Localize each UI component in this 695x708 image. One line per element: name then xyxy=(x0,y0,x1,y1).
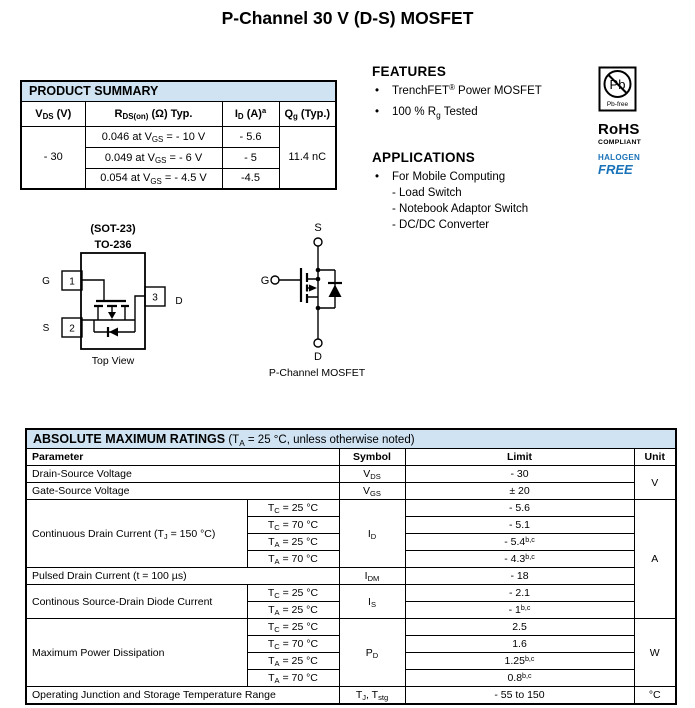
id-value: - 5 xyxy=(222,147,279,168)
symbol-cell: $T_J$, $T_{stg}$ xyxy=(339,687,405,704)
limit-cell: 0.8$^{b,c}$ xyxy=(405,670,634,687)
rds-value: 0.046 at $V_{GS}$ = - 10 V xyxy=(85,126,222,147)
svg-text:Pb: Pb xyxy=(609,77,626,92)
parameter-cell: Pulsed Drain Current (t = 100 µs) xyxy=(26,568,339,585)
limit-cell: - 1$^{b,c}$ xyxy=(405,602,634,619)
id-value: - 5.6 xyxy=(222,126,279,147)
limit-cell: - 2.1 xyxy=(405,585,634,602)
package-type-label: (SOT-23) xyxy=(90,223,136,235)
application-text: For Mobile Computing xyxy=(392,171,506,183)
col-header-vds: $V_{DS}$ (V) xyxy=(21,101,85,126)
limit-cell: - 30 xyxy=(405,466,634,483)
bullet-icon: • xyxy=(375,106,380,118)
rohs-label: RoHS xyxy=(598,121,640,138)
limit-cell: 2.5 xyxy=(405,619,634,636)
applications-title: APPLICATIONS xyxy=(372,150,476,165)
unit-cell: W xyxy=(634,619,676,687)
table-row xyxy=(26,687,676,704)
page-title: P-Channel 30 V (D-S) MOSFET xyxy=(221,8,474,28)
symbol-cell: $P_D$ xyxy=(339,619,405,687)
application-sub-item: - DC/DC Converter xyxy=(392,219,490,231)
source-label: S xyxy=(42,323,50,334)
list-item xyxy=(372,83,602,100)
source-label: S xyxy=(314,222,322,234)
top-view-caption: Top View xyxy=(91,355,135,367)
pin-3-label: 3 xyxy=(152,292,158,304)
mosfet-schematic xyxy=(253,218,388,386)
symbol-cell: $V_{DS}$ xyxy=(339,466,405,483)
drain-label: D xyxy=(175,296,183,307)
limit-cell: ± 20 xyxy=(405,483,634,500)
condition-cell: $T_C = 25$ °C xyxy=(247,585,339,602)
limit-cell: 1.25$^{b,c}$ xyxy=(405,653,634,670)
limit-cell: - 5.4$^{b,c}$ xyxy=(405,534,634,551)
table-row xyxy=(26,619,676,636)
col-header-parameter: Parameter xyxy=(26,449,339,466)
symbol-cell: $V_{GS}$ xyxy=(339,483,405,500)
condition-cell: $T_C = 70$ °C xyxy=(247,636,339,653)
drain-label: D xyxy=(314,351,322,363)
package-name-label: TO-236 xyxy=(94,239,132,251)
condition-cell: $T_C = 25$ °C xyxy=(247,500,339,517)
table-row xyxy=(26,483,676,500)
vds-value: - 30 xyxy=(21,126,85,189)
unit-cell: °C xyxy=(634,687,676,704)
unit-cell: V xyxy=(634,466,676,500)
condition-cell: $T_C = 25$ °C xyxy=(247,619,339,636)
features-section xyxy=(372,64,602,121)
rds-value: 0.054 at $V_{GS}$ = - 4.5 V xyxy=(85,168,222,189)
limit-cell: - 55 to 150 xyxy=(405,687,634,704)
col-header-qg: $Q_g$ (Typ.) xyxy=(279,101,336,126)
compliance-block xyxy=(598,66,648,177)
feature-text: 100 % $R_g$ Tested xyxy=(392,106,478,120)
table-row xyxy=(26,500,676,517)
table-row xyxy=(26,585,676,602)
gate-label: G xyxy=(260,275,270,287)
parameter-cell: Continous Source-Drain Diode Current xyxy=(26,585,247,619)
applications-section xyxy=(372,150,602,233)
product-summary-table xyxy=(20,80,337,190)
parameter-cell: Maximum Power Dissipation xyxy=(26,619,247,687)
halogen-label: HALOGEN xyxy=(598,153,641,162)
condition-cell: $T_A = 25$ °C xyxy=(247,653,339,670)
application-sub-item: - Load Switch xyxy=(392,187,462,199)
col-header-id: $I_D$ $(A)^a$ xyxy=(222,101,279,126)
table-row xyxy=(26,466,676,483)
table-row xyxy=(26,568,676,585)
symbol-cell: $I_S$ xyxy=(339,585,405,619)
limit-cell: - 4.3$^{b,c}$ xyxy=(405,551,634,568)
parameter-cell: Continuous Drain Current ($T_J = 150$ °C) xyxy=(26,500,247,568)
parameter-cell: Operating Junction and Storage Temperature Range xyxy=(26,687,339,704)
pin-1-label: 1 xyxy=(69,276,75,288)
gate-label: G xyxy=(42,276,50,287)
absolute-maximum-ratings-table xyxy=(25,428,677,705)
col-header-limit: Limit xyxy=(405,449,634,466)
package-diagram xyxy=(30,218,200,378)
list-item xyxy=(372,169,602,185)
features-title: FEATURES xyxy=(372,64,447,79)
limit-cell: - 5.1 xyxy=(405,517,634,534)
condition-cell: $T_A = 25$ °C xyxy=(247,534,339,551)
unit-cell: A xyxy=(634,500,676,619)
halogen-free-label: FREE xyxy=(598,162,633,177)
rds-value: 0.049 at $V_{GS}$ = - 6 V xyxy=(85,147,222,168)
bullet-icon: • xyxy=(375,85,380,97)
condition-cell: $T_A = 70$ °C xyxy=(247,670,339,687)
list-item xyxy=(372,104,602,121)
col-header-unit: Unit xyxy=(634,449,676,466)
parameter-cell: Gate-Source Voltage xyxy=(26,483,339,500)
product-summary-title: PRODUCT SUMMARY xyxy=(21,81,336,101)
col-header-rds: $R_{DS(on)}$ (Ω) Typ. xyxy=(85,101,222,126)
feature-text: TrenchFET® Power MOSFET xyxy=(392,83,542,97)
symbol-cell: $I_{DM}$ xyxy=(339,568,405,585)
bullet-icon: • xyxy=(375,171,380,183)
compliant-label: COMPLIANT xyxy=(598,139,642,146)
svg-text:Pb-free: Pb-free xyxy=(606,101,629,108)
table-row xyxy=(21,126,336,147)
condition-cell: $T_A = 70$ °C xyxy=(247,551,339,568)
col-header-symbol: Symbol xyxy=(339,449,405,466)
pin-2-label: 2 xyxy=(69,323,75,335)
schematic-caption: P-Channel MOSFET xyxy=(268,367,366,379)
id-value: -4.5 xyxy=(222,168,279,189)
pb-free-icon xyxy=(598,66,638,113)
limit-cell: 1.6 xyxy=(405,636,634,653)
application-sub-item: - Notebook Adaptor Switch xyxy=(392,203,529,215)
limit-cell: - 5.6 xyxy=(405,500,634,517)
parameter-cell: Drain-Source Voltage xyxy=(26,466,339,483)
qg-value: 11.4 nC xyxy=(279,126,336,189)
symbol-cell: $I_D$ xyxy=(339,500,405,568)
limit-cell: - 18 xyxy=(405,568,634,585)
condition-cell: $T_A = 25$ °C xyxy=(247,602,339,619)
abs-max-title: ABSOLUTE MAXIMUM RATINGS ($T_A = 25$ °C, unless otherwise noted) xyxy=(26,429,676,449)
condition-cell: $T_C = 70$ °C xyxy=(247,517,339,534)
